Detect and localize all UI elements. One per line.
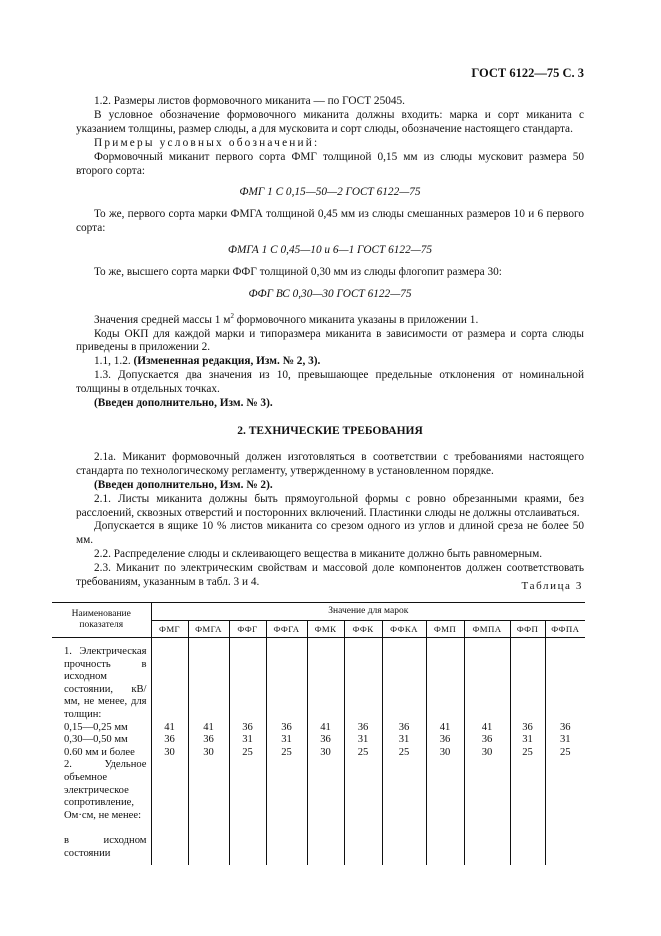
- document-body: [76, 95, 584, 590]
- example-designation: ФМГА 1 С 0,45—10 и 6—1 ГОСТ 6122—75: [227, 244, 433, 257]
- value: 36: [560, 721, 571, 733]
- value: 25: [281, 746, 292, 758]
- value: 30: [439, 746, 451, 758]
- mark-header: ФМП: [426, 621, 464, 638]
- value: 36: [522, 721, 533, 733]
- value: 30: [320, 746, 331, 758]
- table-row: [52, 759, 585, 835]
- value-cell: [344, 722, 382, 760]
- mark-header: ФМГА: [188, 621, 229, 638]
- value: 25: [560, 746, 571, 758]
- row-label: 1. Электрическая прочность в исходном состоянии, кВ/мм, не менее, для толщин:: [52, 638, 151, 722]
- amendment-note: (Введен дополнительно, Изм. № 3).: [94, 397, 273, 410]
- thickness-label: 0,15—0,25 мм: [64, 721, 128, 733]
- value: 36: [481, 734, 493, 746]
- value: 41: [439, 721, 451, 733]
- paragraph: То же, высшего сорта марки ФФГ толщиной 0,30 мм из слюды флогопит размера 30:: [94, 266, 502, 279]
- paragraph: 1.3. Допускается два значения из 10, превышающее предельные отклонения от номинальной толщины в отдельных точках.: [76, 369, 584, 396]
- mark-header: ФФКА: [382, 621, 426, 638]
- paragraph: Примеры условных обозначений:: [94, 136, 320, 149]
- text: Значения средней массы 1 м: [94, 313, 231, 326]
- mark-header: ФФП: [510, 621, 545, 638]
- value: 31: [398, 734, 410, 746]
- amendment-note: (Введен дополнительно, Изм. № 2).: [94, 478, 273, 491]
- thickness-label: 0.60 мм и более: [64, 746, 135, 758]
- value-cell: [510, 722, 545, 760]
- value: 41: [203, 721, 214, 733]
- value-cell: [426, 722, 464, 760]
- example-designation: ФМГ 1 С 0,15—50—2 ГОСТ 6122—75: [239, 186, 421, 199]
- value-cell: [266, 722, 307, 760]
- paragraph: То же, первого сорта марки ФМГА толщиной 0,45 мм из слюды смешанных размеров 10 и 6 первого сорта:: [76, 208, 584, 235]
- mark-header: ФФГА: [266, 621, 307, 638]
- paragraph: [76, 355, 584, 369]
- mark-header: ФМПА: [464, 621, 510, 638]
- value: 36: [281, 721, 292, 733]
- paragraph: [76, 310, 584, 328]
- value: 41: [320, 721, 331, 733]
- table-row: [52, 722, 585, 760]
- example-designation: ФФГ ВС 0,30—30 ГОСТ 6122—75: [248, 287, 412, 300]
- table-3: [52, 602, 585, 865]
- value-cell: [382, 722, 426, 760]
- mark-header: ФФПА: [545, 621, 585, 638]
- paragraph: Формовочный миканит первого сорта ФМГ толщиной 0,15 мм из слюды мусковит размера 50 второго сорта:: [76, 150, 584, 177]
- mark-header: ФФК: [344, 621, 382, 638]
- value-cell: [229, 722, 266, 760]
- value-cell: [464, 722, 510, 760]
- section-title: 2. ТЕХНИЧЕСКИЕ ТРЕБОВАНИЯ: [237, 424, 423, 437]
- value-cell: [545, 722, 585, 760]
- paragraph: 2.3. Миканит по электрическим свойствам и массовой доле компонентов должен соответствовать требованиям, указанным в табл. 3 и 4.: [76, 562, 584, 589]
- text: 1.1, 1.2.: [94, 355, 134, 368]
- table-row: [52, 638, 585, 722]
- value: 36: [357, 721, 369, 733]
- mark-header: ФМГ: [151, 621, 188, 638]
- value: 30: [481, 746, 493, 758]
- page-header: ГОСТ 6122—75 С. 3: [471, 66, 584, 80]
- paragraph: 1.2. Размеры листов формовочного миканита — по ГОСТ 25045.: [94, 95, 405, 107]
- value: 31: [242, 734, 253, 746]
- column-header-values: Значение для марок: [151, 603, 585, 621]
- superscript: 2: [230, 311, 234, 320]
- row-sub-label: в исходном состоянии: [52, 835, 151, 865]
- value: 25: [522, 746, 533, 758]
- value: 30: [203, 746, 214, 758]
- value: 31: [357, 734, 369, 746]
- value: 41: [481, 721, 493, 733]
- row-sub-labels: [52, 722, 151, 760]
- value: 36: [242, 721, 253, 733]
- value: 36: [203, 734, 214, 746]
- text: формовочного миканита указаны в приложении 1.: [233, 313, 479, 326]
- row-label: 2. Удельное объемное электрическое сопротивление, Ом·см, не менее:: [52, 759, 151, 835]
- value: 36: [164, 734, 175, 746]
- value: 41: [164, 721, 175, 733]
- value-cell: [188, 722, 229, 760]
- value: 25: [357, 746, 369, 758]
- paragraph: 2.1а. Миканит формовочный должен изготовляться в соответствии с требованиями настоящего стандарта по технологическому регламенту, утвержденному в установленном порядке.: [76, 450, 584, 477]
- table-caption: Таблица 3: [521, 580, 583, 592]
- mark-header: ФФГ: [229, 621, 266, 638]
- value: 30: [164, 746, 175, 758]
- paragraph: В условное обозначение формовочного миканита должны входить: марка и сорт миканита с указанием толщины, размер слюды, а для мусковита и сорт слюды, обозначение настоящего стандарта.: [76, 108, 584, 135]
- paragraph: Коды ОКП для каждой марки и типоразмера миканита в зависимости от размера и сорта слюды приведены в приложении 2.: [76, 327, 584, 354]
- table-row: [52, 835, 585, 865]
- value-cell: [151, 722, 188, 760]
- paragraph: 2.2. Распределение слюды и склеивающего вещества в миканите должно быть равномерным.: [94, 548, 543, 561]
- thickness-label: 0,30—0,50 мм: [64, 734, 128, 746]
- paragraph: Допускается в ящике 10 % листов миканита со срезом одного из углов и длиной среза не более 50 мм.: [76, 520, 584, 547]
- mark-header: ФМК: [307, 621, 344, 638]
- value: 25: [242, 746, 253, 758]
- value: 36: [398, 721, 410, 733]
- value: 31: [560, 734, 571, 746]
- value: 25: [398, 746, 410, 758]
- value: 36: [320, 734, 331, 746]
- value: 36: [439, 734, 451, 746]
- value: 31: [522, 734, 533, 746]
- value: 31: [281, 734, 292, 746]
- value-cell: [307, 722, 344, 760]
- column-header-name: Наименование показателя: [52, 603, 151, 638]
- amendment-note: (Измененная редакция, Изм. № 2, 3).: [133, 355, 321, 368]
- paragraph: 2.1. Листы миканита должны быть прямоугольной формы с ровно обрезанными краями, без расслоений, сквозных отверстий и посторонних включений. Пластинки слюды не должны отслаиваться.: [76, 492, 584, 519]
